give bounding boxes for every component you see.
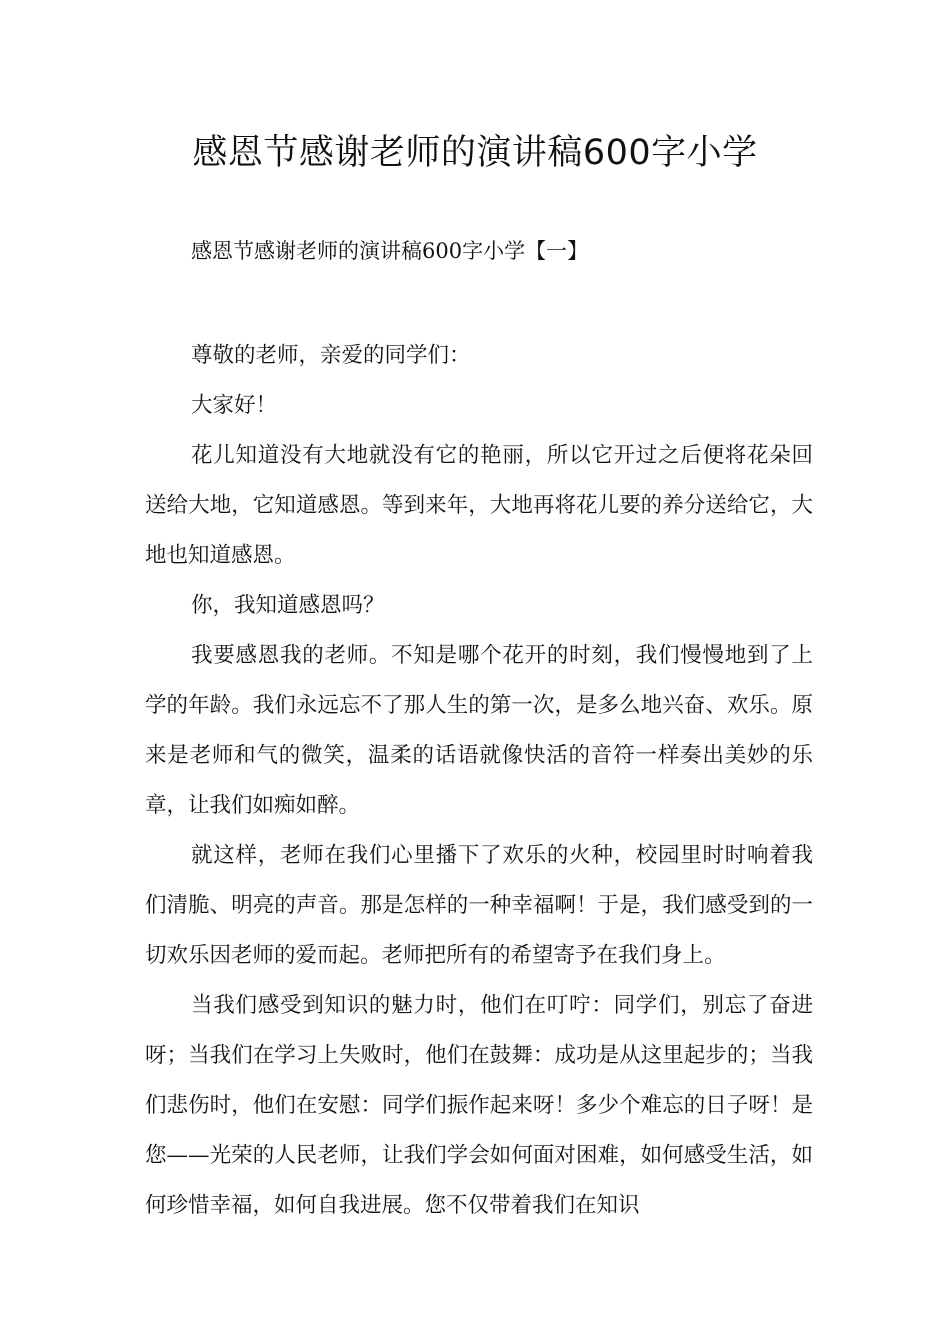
body-paragraph: 花儿知道没有大地就没有它的艳丽，所以它开过之后便将花朵回送给大地，它知道感恩。等到来年，大地再将花儿要的养分送给它，大地也知道感恩。 xyxy=(145,443,813,568)
body-paragraph: 就这样，老师在我们心里播下了欢乐的火种，校园里时时响着我们清脆、明亮的声音。那是怎样的一种幸福啊！于是，我们感受到的一切欢乐因老师的爱而起。老师把所有的希望寄予在我们身上。 xyxy=(145,843,813,968)
document-title: 感恩节感谢老师的演讲稿600字小学 xyxy=(192,133,758,173)
body-paragraph: 你，我知道感恩吗？ xyxy=(191,593,385,618)
greeting-paragraph: 大家好！ xyxy=(191,393,278,418)
body-paragraph: 我要感恩我的老师。不知是哪个花开的时刻，我们慢慢地到了上学的年龄。我们永远忘不了那人生的第一次，是多么地兴奋、欢乐。原来是老师和气的微笑，温柔的话语就像快活的音符一样奏出美妙的乐章，让我们如痴如醉。 xyxy=(145,643,813,818)
salutation-paragraph: 尊敬的老师，亲爱的同学们： xyxy=(191,343,471,368)
section-heading: 感恩节感谢老师的演讲稿600字小学【一】 xyxy=(191,239,589,263)
body-paragraph: 当我们感受到知识的魅力时，他们在叮咛：同学们，别忘了奋进呀；当我们在学习上失败时，他们在鼓舞：成功是从这里起步的；当我们悲伤时，他们在安慰：同学们振作起来呀！多少个难忘的日子呀！是您——光荣的人民老师，让我们学会如何面对困难，如何感受生活，如何珍惜幸福，如何自我进展。您不仅带着我们在知识 xyxy=(145,993,813,1218)
speech-body xyxy=(145,331,813,1231)
